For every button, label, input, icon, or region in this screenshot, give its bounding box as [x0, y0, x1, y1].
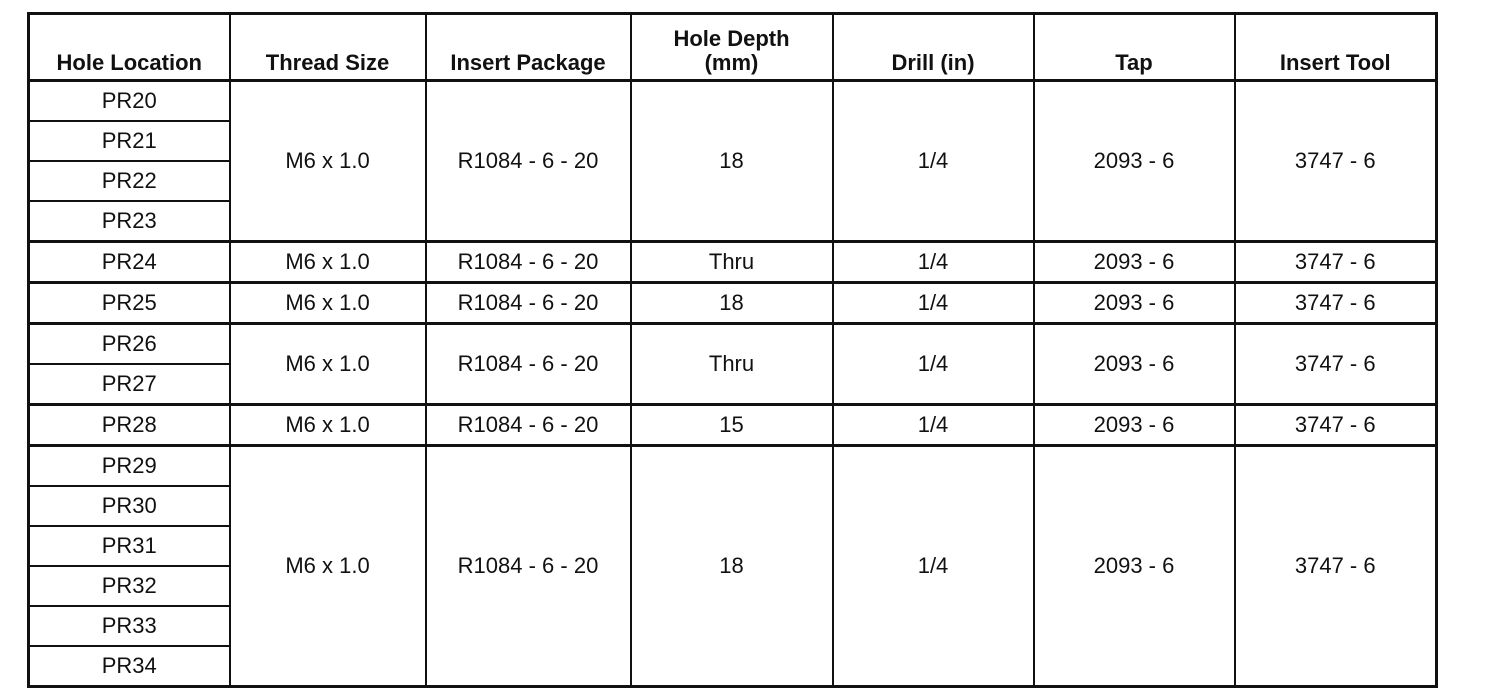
insert-package-cell: R1084 - 6 - 20 [426, 446, 631, 687]
header-hole-depth-line2: (mm) [704, 50, 759, 75]
hole-location-cell: PR23 [29, 201, 230, 242]
insert-tool-cell: 3747 - 6 [1235, 446, 1437, 687]
header-hole-depth [631, 14, 833, 81]
hole-location-cell: PR27 [29, 364, 230, 405]
hole-location-cell: PR32 [29, 566, 230, 606]
hole-location-cell: PR28 [29, 405, 230, 446]
header-insert-package: Insert Package [426, 14, 631, 81]
hole-depth-cell: Thru [631, 324, 833, 405]
tap-cell: 2093 - 6 [1034, 446, 1235, 687]
hole-depth-cell: Thru [631, 242, 833, 283]
insert-tool-cell: 3747 - 6 [1235, 242, 1437, 283]
tap-cell: 2093 - 6 [1034, 405, 1235, 446]
table-row [29, 324, 1437, 365]
header-row [29, 14, 1437, 81]
thread-size-cell: M6 x 1.0 [230, 324, 426, 405]
hole-location-cell: PR22 [29, 161, 230, 201]
hole-location-cell: PR33 [29, 606, 230, 646]
insert-tool-cell: 3747 - 6 [1235, 81, 1437, 242]
thread-size-cell: M6 x 1.0 [230, 405, 426, 446]
tap-cell: 2093 - 6 [1034, 81, 1235, 242]
hole-location-cell: PR20 [29, 81, 230, 122]
insert-tool-cell: 3747 - 6 [1235, 324, 1437, 405]
header-tap: Tap [1034, 14, 1235, 81]
header-drill: Drill (in) [833, 14, 1034, 81]
hole-depth-cell: 18 [631, 446, 833, 687]
thread-size-cell: M6 x 1.0 [230, 446, 426, 687]
table-row [29, 242, 1437, 283]
insert-package-cell: R1084 - 6 - 20 [426, 324, 631, 405]
hole-location-cell: PR26 [29, 324, 230, 365]
insert-package-cell: R1084 - 6 - 20 [426, 81, 631, 242]
hole-depth-cell: 18 [631, 283, 833, 324]
table-row [29, 81, 1437, 122]
hole-depth-cell: 18 [631, 81, 833, 242]
drill-cell: 1/4 [833, 81, 1034, 242]
table-body [29, 81, 1437, 687]
thread-size-cell: M6 x 1.0 [230, 283, 426, 324]
tap-cell: 2093 - 6 [1034, 283, 1235, 324]
tap-cell: 2093 - 6 [1034, 242, 1235, 283]
thread-size-cell: M6 x 1.0 [230, 242, 426, 283]
table-row [29, 283, 1437, 324]
header-thread-size: Thread Size [230, 14, 426, 81]
insert-package-cell: R1084 - 6 - 20 [426, 283, 631, 324]
drill-cell: 1/4 [833, 446, 1034, 687]
drill-cell: 1/4 [833, 283, 1034, 324]
insert-package-cell: R1084 - 6 - 20 [426, 242, 631, 283]
hole-location-cell: PR34 [29, 646, 230, 687]
insert-specification-table [27, 12, 1438, 688]
hole-location-cell: PR30 [29, 486, 230, 526]
insert-tool-cell: 3747 - 6 [1235, 283, 1437, 324]
hole-location-cell: PR31 [29, 526, 230, 566]
insert-tool-cell: 3747 - 6 [1235, 405, 1437, 446]
tap-cell: 2093 - 6 [1034, 324, 1235, 405]
hole-location-cell: PR29 [29, 446, 230, 487]
hole-location-cell: PR21 [29, 121, 230, 161]
insert-package-cell: R1084 - 6 - 20 [426, 405, 631, 446]
hole-location-cell: PR24 [29, 242, 230, 283]
thread-size-cell: M6 x 1.0 [230, 81, 426, 242]
drill-cell: 1/4 [833, 405, 1034, 446]
hole-depth-cell: 15 [631, 405, 833, 446]
header-hole-location: Hole Location [29, 14, 230, 81]
drill-cell: 1/4 [833, 242, 1034, 283]
drill-cell: 1/4 [833, 324, 1034, 405]
hole-location-cell: PR25 [29, 283, 230, 324]
header-hole-depth-line1: Hole Depth [673, 26, 790, 51]
table-row [29, 405, 1437, 446]
header-insert-tool: Insert Tool [1235, 14, 1437, 81]
table-row [29, 446, 1437, 487]
